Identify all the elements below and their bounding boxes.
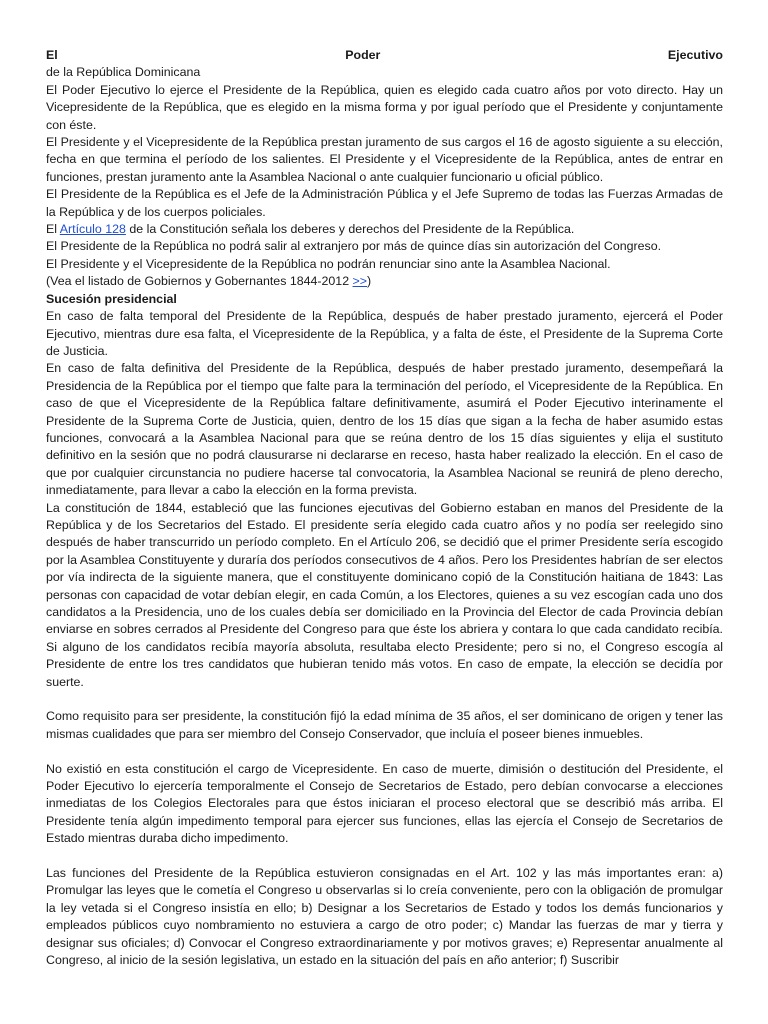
paragraph-5: El Presidente de la República no podrá salir al extranjero por más de quince días sin autorización del Congreso. xyxy=(46,239,662,254)
paragraph-10: La constitución de 1844, estableció que las funciones ejecutivas del Gobierno estaban en manos del Presidente de la República y de los Secretarios del Estado. El presidente sería elegido cada cuatro años y no podía ser reelegido sino después de haber transcurrido un período completo. En el Artículo 206, se decidió que el primer Presidente sería escogido por la Asamblea Constituyente y duraría dos períodos consecutivos de 4 años. Pero los Presidentes habrían de ser electos por vía indirecta de la siguiente manera, que el constituyente dominicano copió de la Constitución haitiana de 1843: Las personas con capacidad de votar debían elegir, en cada Común, a los Electores, quienes a su vez escogían cada uno dos candidatos a la Presidencia, uno de los cuales debía ser domiciliado en la Provincia del Elector de cada Provincia debían enviarse en sobres cerrados al Presidente del Congreso para que éste los abriera y contara lo que cada candidato recibía. Si alguno de los candidatos recibía mayoría absoluta, resultaba electo Presidente; pero si no, el Congreso escogía al Presidente de entre los tres candidatos que hubieran tenido más votos. En caso de empate, la elección se decidía por suerte. xyxy=(46,500,723,689)
articulo-128-link[interactable]: Artículo 128 xyxy=(59,222,126,237)
paragraph-7-text-before: (Vea el listado de Gobiernos y Gobernantes 1844-2012 xyxy=(46,274,353,289)
title-subtitle: de la República Dominicana xyxy=(46,65,201,80)
title-word-ejecutivo: Ejecutivo xyxy=(667,48,723,62)
paragraph-2: El Presidente y el Vicepresidente de la República prestan juramento de sus cargos el 16 de agosto siguiente a su elección, fecha en que termina el período de los salientes. El Presidente y el Vicepresidente de la República, antes de entrar en funciones, prestan juramento ante la Asamblea Nacional o ante cualquier funcionario u oficial público. xyxy=(46,135,723,184)
paragraph-4-text-before: El xyxy=(46,222,60,237)
title-word-poder: Poder xyxy=(345,48,381,62)
paragraph-8: En caso de falta temporal del Presidente de la República, después de haber prestado juramento, ejercerá el Poder Ejecutivo, mientras dure esa falta, el Vicepresidente de la República, y a falta de éste, el Presidente de la Suprema Corte de Justicia. xyxy=(46,309,723,358)
paragraph-7-text-after: ) xyxy=(367,274,372,289)
document-title xyxy=(46,47,723,64)
paragraph-3: El Presidente de la República es el Jefe de la Administración Pública y el Jefe Supremo de todas las Fuerzas Armadas de la República y de los cuerpos policiales. xyxy=(46,187,723,219)
paragraph-1: El Poder Ejecutivo lo ejerce el Presidente de la República, quien es elegido cada cuatro años por voto directo. Hay un Vicepresidente de la República, que es elegido en la misma forma y por igual período que el Presidente y conjuntamente con éste. xyxy=(46,82,723,132)
gobiernos-listado-link[interactable]: >> xyxy=(352,274,368,289)
paragraph-9: En caso de falta definitiva del Presidente de la República, después de haber prestado juramento, desempeñará la Presidencia de la República por el tiempo que falte para la terminación del período, el Vicepresidente de la República. En caso de que el Vicepresidente de la República faltare definitivamente, asumirá el Poder Ejecutivo interinamente el Presidente de la Suprema Corte de Justicia, quien, dentro de los 15 días que sigan a la fecha de haber asumido estas funciones, convocará a la Asamblea Nacional para que se reúna dentro de los 15 días siguientes y elija el sustituto definitivo en la sesión que no podrá clausurarse ni declararse en receso, hasta haber realizado la elección. En el caso de que por cualquier circunstancia no pudiere hacerse tal convocatoria, la Asamblea Nacional se reunirá de pleno derecho, inmediatamente, para llevar a cabo la elección en la forma prevista. xyxy=(46,361,723,498)
paragraph-11: Como requisito para ser presidente, la constitución fijó la edad mínima de 35 años, el ser dominicano de origen y tener las mismas cualidades que para ser miembro del Consejo Conservador, que incluía el poseer bienes inmuebles. xyxy=(46,709,723,741)
heading-sucesion-presidencial: Sucesión presidencial xyxy=(46,291,177,306)
paragraph-6: El Presidente y el Vicepresidente de la República no podrán renunciar sino ante la Asamblea Nacional. xyxy=(46,256,611,271)
paragraph-12: No existió en esta constitución el cargo de Vicepresidente. En caso de muerte, dimisión o destitución del Presidente, el Poder Ejecutivo lo ejercería temporalmente el Consejo de Secretarios de Estado, pero debían convocarse a elecciones inmediatas de los Colegios Electorales para que éstos iniciaran el proceso electoral que se describió más arriba. El Presidente tenía algún impedimento temporal para ejercer sus funciones, ellas las ejercía el Consejo de Secretarios de Estado mientras duraba dicho impedimento. xyxy=(46,761,723,846)
paragraph-13: Las funciones del Presidente de la República estuvieron consignadas en el Art. 102 y las más importantes eran: a) Promulgar las leyes que le cometía el Congreso u observarlas si lo creía conveniente, pero con la obligación de promulgar la ley vetada si el Congreso insistía en ello; b) Designar a los Secretarios de Estado y todos los demás funcionarios y empleados públicos cuyo nombramiento no estuviera a cargo de otro poder; c) Mandar las fuerzas de mar y tierra y designar sus oficiales; d) Convocar el Congreso extraordinariamente y por motivos graves; e) Representar anualmente al Congreso, al inicio de la sesión legislativa, un estado en la situación del país en año anterior; f) Suscribir xyxy=(46,866,723,968)
paragraph-4-text-after: de la Constitución señala los deberes y derechos del Presidente de la República. xyxy=(125,222,575,237)
title-word-el: El xyxy=(46,48,58,62)
paragraph-4 xyxy=(46,221,723,238)
paragraph-7 xyxy=(46,273,723,290)
